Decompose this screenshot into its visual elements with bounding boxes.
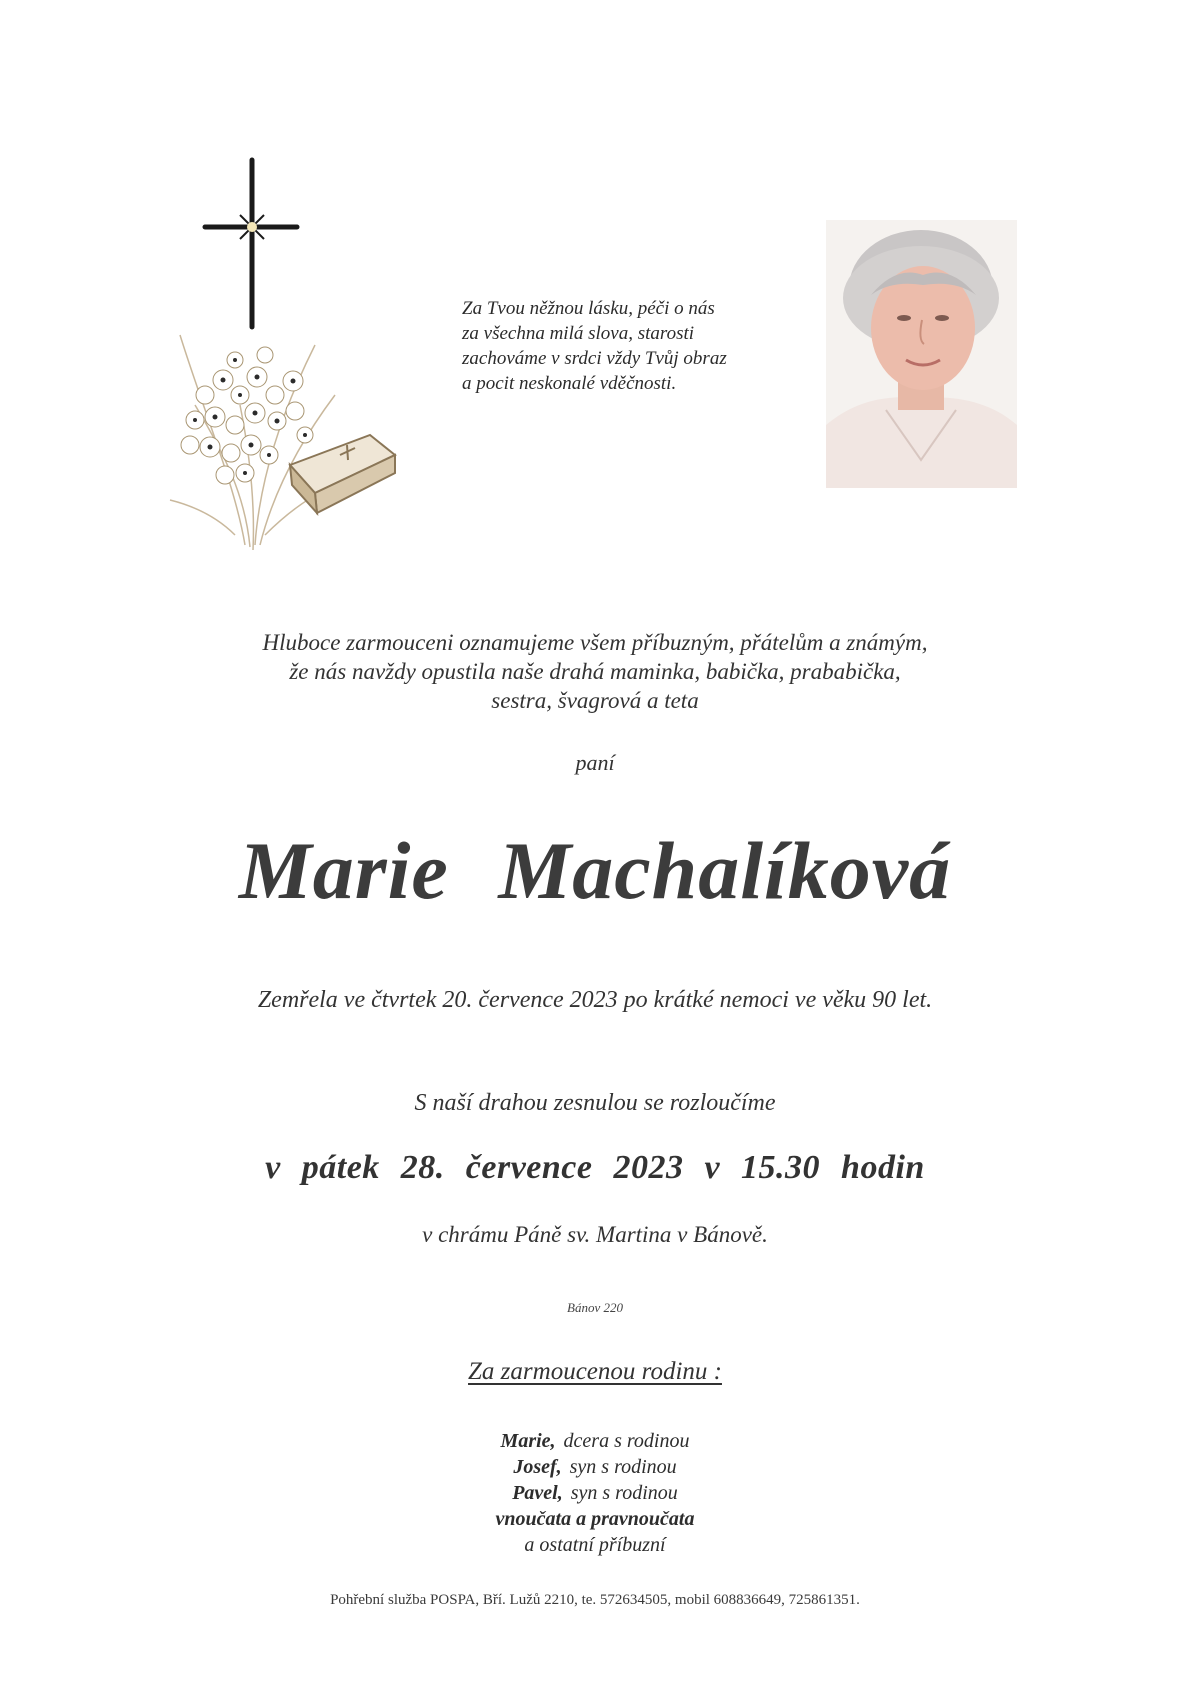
poem-line: zachováme v srdci vždy Tvůj obraz bbox=[462, 348, 727, 369]
mourner-name: Josef, bbox=[513, 1456, 562, 1478]
portrait-photo bbox=[826, 220, 1017, 488]
mourner-relation: dcera s rodinou bbox=[563, 1430, 690, 1452]
poem-line: za všechna milá slova, starosti bbox=[462, 323, 695, 344]
poem-line: Za Tvou něžnou lásku, péči o nás bbox=[462, 298, 715, 319]
honorific: paní bbox=[575, 750, 615, 775]
intro-line: Hluboce zarmouceni oznamujeme všem příbuzným, přátelům a známým, bbox=[262, 630, 928, 655]
cross-flowers-icon bbox=[165, 155, 405, 555]
intro-line: sestra, švagrová a teta bbox=[491, 688, 699, 713]
funeral-location: v chrámu Páně sv. Martina v Bánově. bbox=[422, 1222, 768, 1247]
list-item bbox=[0, 1454, 1190, 1480]
intro-line: že nás navždy opustila naše drahá maminka, babička, prababička, bbox=[289, 659, 901, 684]
mourner-relation: syn s rodinou bbox=[569, 1456, 677, 1478]
mourner-relation: syn s rodinou bbox=[570, 1482, 678, 1504]
grandchildren: vnoučata a pravnoučata bbox=[495, 1508, 695, 1530]
mourners-list bbox=[0, 1428, 1190, 1558]
mourner-name: Marie, bbox=[500, 1430, 556, 1452]
funeral-date-time: v pátek 28. července 2023 v 15.30 hodin bbox=[265, 1149, 925, 1186]
funeral-service-footer: Pohřební služba POSPA, Bří. Lužů 2210, te. 572634505, mobil 608836649, 725861351. bbox=[330, 1592, 860, 1608]
farewell-text: S naší drahou zesnulou se rozloučíme bbox=[414, 1090, 776, 1116]
mourner-name: Pavel, bbox=[512, 1482, 563, 1504]
announcement-intro bbox=[0, 628, 1190, 715]
poem-line: a pocit neskonalé vděčnosti. bbox=[462, 373, 677, 394]
other-relatives: a ostatní příbuzní bbox=[524, 1534, 666, 1556]
family-address: Bánov 220 bbox=[567, 1300, 623, 1315]
list-item bbox=[0, 1428, 1190, 1454]
death-notice: Zemřela ve čtvrtek 20. července 2023 po krátké nemoci ve věku 90 let. bbox=[257, 987, 933, 1013]
list-item bbox=[0, 1480, 1190, 1506]
poem bbox=[462, 296, 782, 396]
family-heading: Za zarmoucenou rodinu : bbox=[468, 1358, 722, 1385]
deceased-name: Marie Machalíková bbox=[238, 825, 952, 916]
